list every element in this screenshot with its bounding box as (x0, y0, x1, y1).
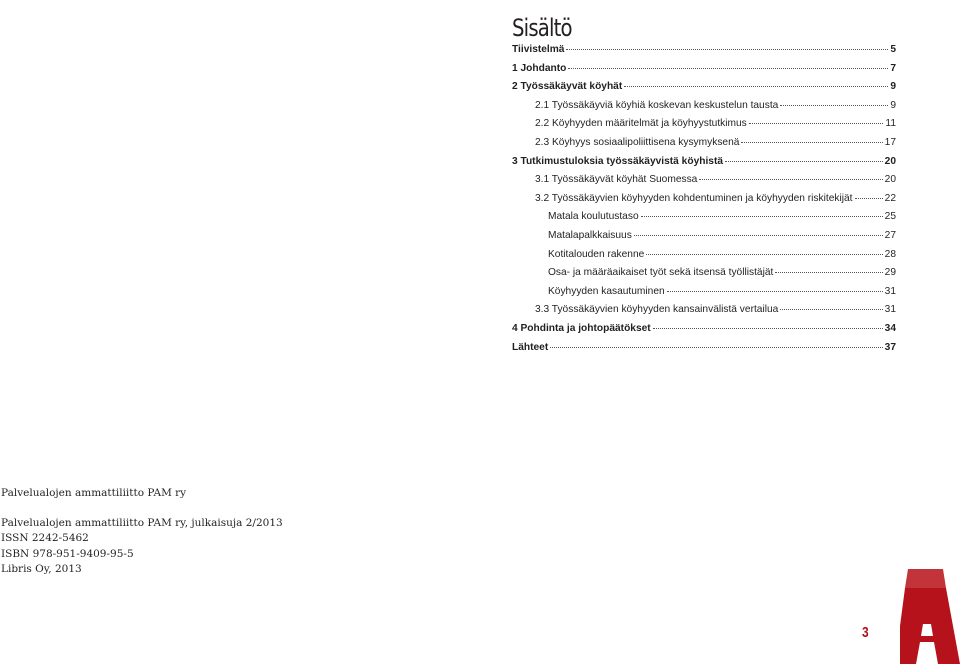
toc-entry[interactable] (512, 304, 896, 323)
toc-entry-label: 3.2 Työssäkäyvien köyhyyden kohdentuminen ja köyhyyden riskitekijät (535, 192, 853, 204)
colophon (1, 516, 283, 577)
toc-entry-page: 20 (884, 155, 896, 167)
toc-entry[interactable] (512, 44, 896, 63)
publication-series: Palvelualojen ammattiliitto PAM ry, julkaisuja 2/2013 (1, 517, 283, 529)
toc-entry-page: 9 (890, 81, 896, 93)
toc-entry[interactable] (512, 63, 896, 82)
toc-leader-dots (780, 308, 882, 310)
toc-entry-page: 31 (884, 285, 896, 297)
toc-entry[interactable] (512, 137, 896, 156)
toc-entry-page: 29 (884, 267, 896, 279)
toc-leader-dots (550, 346, 882, 348)
organization-name: Palvelualojen ammattiliitto PAM ry (1, 487, 187, 499)
toc-leader-dots (855, 197, 883, 199)
toc-entry-page: 34 (884, 322, 896, 334)
logo-counter (921, 624, 933, 636)
toc-leader-dots (624, 85, 888, 87)
toc-leader-dots (641, 215, 883, 217)
toc-leader-dots (568, 67, 888, 69)
page-number: 3 (862, 624, 869, 641)
toc-entry-label: Kotitalouden rakenne (548, 248, 645, 260)
toc-leader-dots (699, 178, 882, 180)
toc-entry-label: Köyhyyden kasautuminen (548, 285, 665, 297)
toc-entry-page: 28 (884, 248, 896, 260)
page-title: Sisältö (512, 14, 572, 43)
toc-entry[interactable] (512, 193, 896, 212)
toc-leader-dots (741, 141, 882, 143)
toc-entry[interactable] (512, 156, 896, 175)
toc-entry-page: 25 (884, 211, 896, 223)
toc-entry-label: Lähteet (512, 341, 549, 353)
table-of-contents (512, 44, 896, 360)
toc-entry-label: 3 Tutkimustuloksia työssäkäyvistä köyhistä (512, 155, 724, 167)
toc-entry[interactable] (512, 342, 896, 361)
toc-leader-dots (780, 104, 888, 106)
toc-entry[interactable] (512, 267, 896, 286)
printer: Libris Oy, 2013 (1, 562, 82, 575)
toc-entry[interactable] (512, 249, 896, 268)
toc-entry[interactable] (512, 286, 896, 305)
toc-leader-dots (725, 160, 883, 162)
toc-entry-label: 4 Pohdinta ja johtopäätökset (512, 322, 651, 334)
toc-entry[interactable] (512, 174, 896, 193)
toc-leader-dots (566, 48, 888, 50)
toc-entry-label: 2.1 Työssäkäyviä köyhiä koskevan keskustelun tausta (535, 99, 779, 111)
toc-entry-label: 2 Työssäkäyvät köyhät (512, 81, 623, 93)
toc-entry-label: Tiivistelmä (512, 44, 565, 55)
toc-leader-dots (653, 327, 883, 329)
logo-top-block (905, 569, 946, 588)
toc-entry[interactable] (512, 81, 896, 100)
toc-entry-label: Matala koulutustaso (548, 211, 639, 223)
toc-leader-dots (646, 253, 882, 255)
toc-entry-page: 5 (890, 44, 896, 55)
toc-entry-page: 22 (884, 192, 896, 204)
toc-entry-label: Osa- ja määräaikaiset työt sekä itsensä työllistäjät (548, 267, 774, 279)
isbn: ISBN 978-951-9409-95-5 (1, 547, 134, 560)
toc-leader-dots (667, 290, 883, 292)
toc-leader-dots (749, 122, 884, 124)
toc-entry-page: 27 (884, 229, 896, 241)
pam-logo-icon (900, 566, 960, 664)
toc-entry[interactable] (512, 323, 896, 342)
toc-leader-dots (634, 234, 883, 236)
toc-entry-page: 17 (884, 136, 896, 148)
toc-entry-page: 9 (890, 99, 896, 111)
toc-entry[interactable] (512, 118, 896, 137)
toc-entry-label: Matalapalkkaisuus (548, 229, 632, 241)
issn: ISSN 2242-5462 (1, 532, 89, 545)
toc-entry-page: 37 (884, 341, 896, 353)
toc-entry-label: 2.2 Köyhyyden määritelmät ja köyhyystutkimus (535, 118, 747, 130)
toc-entry-page: 7 (890, 62, 896, 74)
toc-entry-page: 11 (885, 118, 896, 130)
toc-entry[interactable] (512, 211, 896, 230)
toc-leader-dots (775, 271, 882, 273)
toc-entry[interactable] (512, 230, 896, 249)
toc-entry-label: 2.3 Köyhyys sosiaalipoliittisena kysymyksenä (535, 136, 740, 148)
toc-entry[interactable] (512, 100, 896, 119)
toc-entry-label: 1 Johdanto (512, 62, 567, 74)
toc-entry-page: 31 (884, 304, 896, 316)
toc-entry-label: 3.1 Työssäkäyvät köyhät Suomessa (535, 174, 698, 186)
toc-entry-label: 3.3 Työssäkäyvien köyhyyden kansainvälistä vertailua (535, 304, 779, 316)
toc-entry-page: 20 (884, 174, 896, 186)
